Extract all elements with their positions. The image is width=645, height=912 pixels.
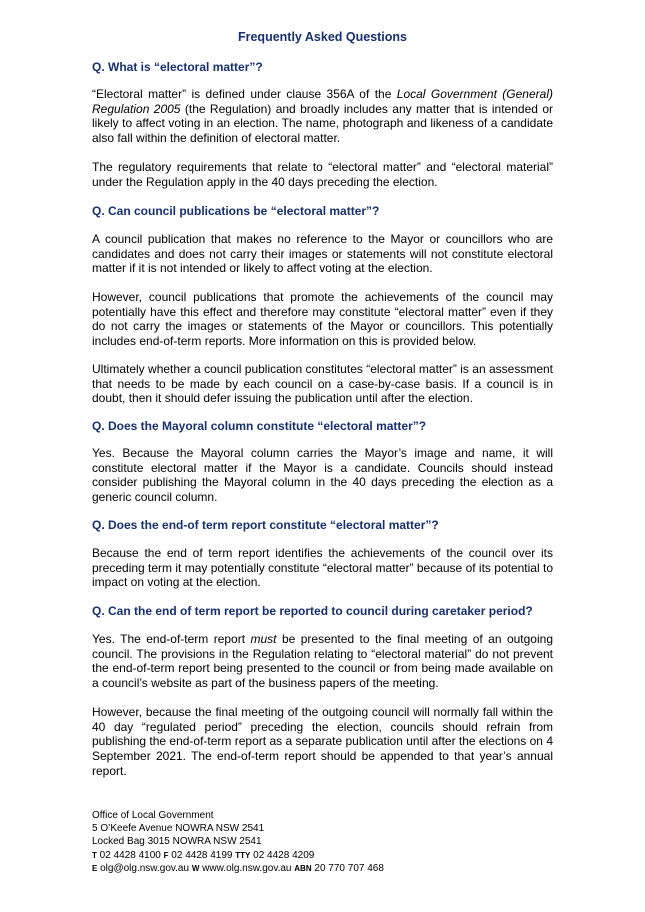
footer-phones <box>92 849 384 862</box>
emphasis-text: must <box>250 632 277 646</box>
footer-address <box>92 809 384 875</box>
web-label: W <box>191 863 200 873</box>
footer-org: Office of Local Government <box>92 810 214 821</box>
footer-street: 5 O’Keefe Avenue NOWRA NSW 2541 <box>92 823 265 835</box>
answer-paragraph <box>92 632 553 691</box>
abn-number: 20 770 707 468 <box>314 862 384 874</box>
question-heading: Q. Can council publications be “electoral matter”? <box>92 204 380 218</box>
question-heading: Q. Can the end of term report be reported to council during caretaker period? <box>92 604 533 618</box>
answer-paragraph: The regulatory requirements that relate to “electoral matter” and “electoral material” under the Regulation apply in the 40 days preceding the election. <box>92 160 553 189</box>
answer-paragraph: Because the end of term report identifies the achievements of the council over its preceding term it may potentially constitute “electoral matter” because of its potential to impact on voting at the election. <box>92 546 553 590</box>
phone-number: 02 4428 4100 <box>99 849 161 861</box>
question-heading: Q. Does the Mayoral column constitute “electoral matter”? <box>92 419 427 433</box>
tty-label: TTY <box>235 850 251 860</box>
page-title: Frequently Asked Questions <box>237 30 408 44</box>
answer-text: Yes. The end-of-term report <box>92 632 251 646</box>
answer-paragraph: However, council publications that promote the achievements of the council may potentially have this effect and therefore may constitute “electoral matter” even if they do not carry the images or statements of the Mayor or councillors. This potentially includes end-of-term reports. More information on this is provided below. <box>92 290 553 349</box>
question-heading: Q. What is “electoral matter”? <box>92 60 263 74</box>
tty-number: 02 4428 4209 <box>253 849 315 861</box>
answer-text: (the Regulation) and broadly includes any matter that is intended or likely to affect voting in an election. The name, photograph and likeness of a candidate also fall within the definition of electoral matter. <box>92 101 553 146</box>
fax-label: F <box>163 850 169 860</box>
regulation-title: Local Government (General) Regulation 2005 <box>92 87 553 116</box>
email-link[interactable]: olg@olg.nsw.gov.au <box>100 862 190 874</box>
web-link[interactable]: www.olg.nsw.gov.au <box>202 862 292 874</box>
answer-paragraph <box>92 87 553 146</box>
fax-number: 02 4428 4199 <box>171 849 233 861</box>
answer-paragraph: Ultimately whether a council publication constitutes “electoral matter” is an assessment that needs to be made by each council on a case-by-case basis. If a council is in doubt, then it should defer issuing the publication until after the election. <box>92 362 553 406</box>
answer-text: be presented to the final meeting of an outgoing council. The provisions in the Regulation relating to “electoral material” do not prevent the end-of-term report being presented to the council or from being made available on a council’s website as part of the business papers of the meeting. <box>92 632 553 691</box>
abn-label: ABN <box>294 863 312 873</box>
answer-text: “Electoral matter” is defined under clause 356A of the <box>92 87 397 101</box>
email-label: E <box>92 863 98 873</box>
footer-postal: Locked Bag 3015 NOWRA NSW 2541 <box>92 836 262 848</box>
phone-label: T <box>92 850 97 860</box>
footer-contact <box>92 862 384 875</box>
answer-paragraph: Yes. Because the Mayoral column carries the Mayor’s image and name, it will constitute electoral matter if the Mayor is a candidate. Councils should instead consider publishing the Mayoral column in the 40 days preceding the election as a generic council column. <box>92 446 553 505</box>
answer-paragraph: However, because the final meeting of the outgoing council will normally fall within the 40 day “regulated period” preceding the election, councils should refrain from publishing the end-of-term report as a separate publication until after the elections on 4 September 2021. The end-of-term report should be appended to that year’s annual report. <box>92 705 553 778</box>
question-heading: Q. Does the end-of term report constitute “electoral matter”? <box>92 518 439 532</box>
answer-paragraph: A council publication that makes no reference to the Mayor or councillors who are candidates and does not carry their images or statements will not constitute electoral matter if it is not intended or likely to affect voting at the election. <box>92 232 553 276</box>
